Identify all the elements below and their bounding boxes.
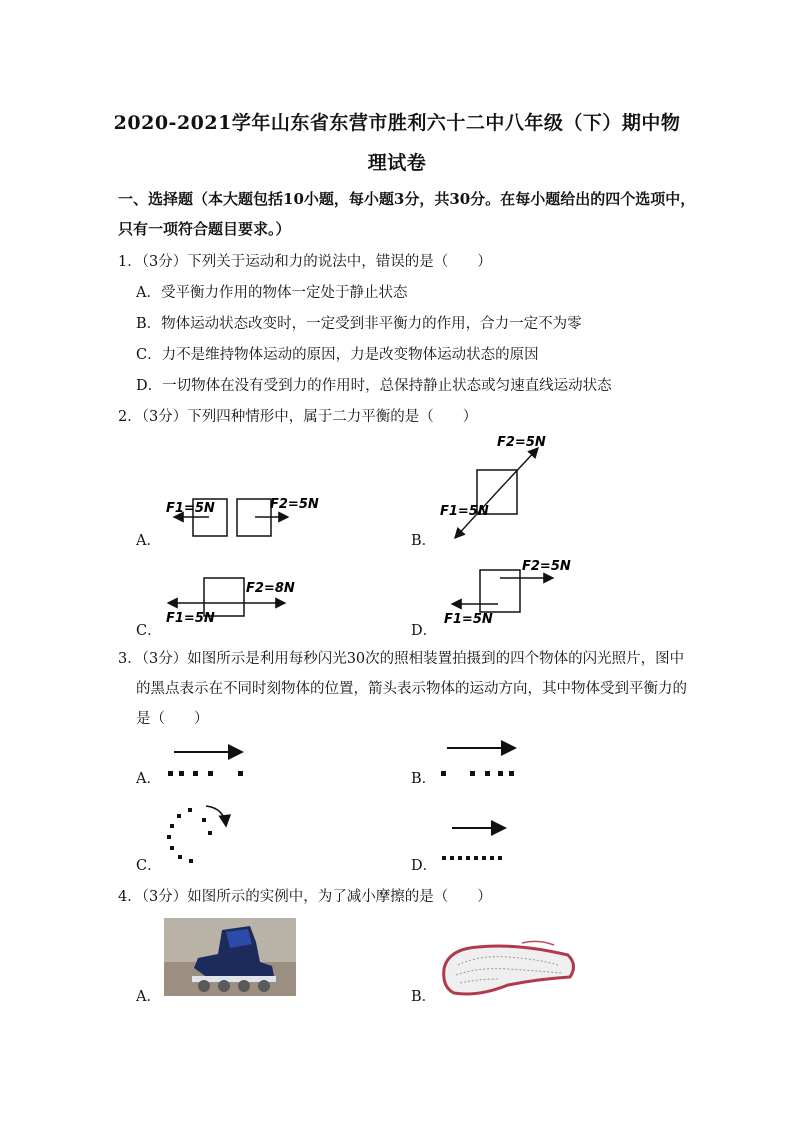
q3-stem-line-2: 的黑点表示在不同时刻物体的位置，箭头表示物体的运动方向，其中物体受到平衡力的 xyxy=(136,681,687,697)
title-line-1: 2020-2021学年山东省东营市胜利六十二中八年级（下）期中物 xyxy=(113,112,681,134)
force-label-f1: F1=5N xyxy=(440,504,489,519)
motion-arrow xyxy=(206,806,226,826)
force-label-f2: F2=5N xyxy=(497,435,546,450)
q2-figure-c xyxy=(162,570,302,630)
inline-skate-photo xyxy=(164,918,296,996)
force-label-f2: F2=5N xyxy=(522,559,571,574)
q3-label-c: C． xyxy=(136,858,162,874)
q4-stem: 4．（3分）如图所示的实例中，为了减小摩擦的是（ ） xyxy=(118,889,492,905)
q3-figure-d xyxy=(438,818,528,863)
force-label-f1: F1=5N xyxy=(444,612,493,627)
q1-option-c: C．力不是维持物体运动的原因，力是改变物体运动状态的原因 xyxy=(136,347,539,363)
flash-dots xyxy=(168,771,243,776)
q2-figure-d xyxy=(440,558,570,628)
q3-figure-c xyxy=(160,800,240,870)
q2-label-b: B． xyxy=(411,533,437,549)
q3-label-a: A． xyxy=(136,771,161,787)
q2-label-d: D． xyxy=(411,623,438,639)
force-label-f2: F2=8N xyxy=(246,581,295,596)
force-label-f1: F1=5N xyxy=(166,611,215,626)
q1-stem: 1．（3分）下列关于运动和力的说法中，错误的是（ ） xyxy=(118,254,492,270)
q1-option-b: B．物体运动状态改变时，一定受到非平衡力的作用，合力一定不为零 xyxy=(136,316,582,332)
force-label-f1: F1=5N xyxy=(166,501,215,516)
q2-label-c: C． xyxy=(136,623,162,639)
q3-figure-a xyxy=(160,742,260,782)
force-label-f2: F2=5N xyxy=(270,497,319,512)
block xyxy=(480,570,520,612)
q1-option-d: D．一切物体在没有受到力的作用时，总保持静止状态或匀速直线运动状态 xyxy=(136,378,612,394)
q2-figure-b xyxy=(435,430,555,550)
q2-stem: 2．（3分）下列四种情形中，属于二力平衡的是（ ） xyxy=(118,409,478,425)
q3-stem-line-1: 3．（3分）如图所示是利用每秒闪光30次的照相装置拍摄到的四个物体的闪光照片，图中 xyxy=(118,651,685,667)
flash-dots xyxy=(441,771,514,776)
flash-dots xyxy=(167,808,212,863)
q4-label-a: A． xyxy=(136,989,161,1005)
q3-label-b: B． xyxy=(411,771,437,787)
section-heading-line-1: 一、选择题（本大题包括10小题，每小题3分，共30分。在每小题给出的四个选项中， xyxy=(118,190,696,208)
q3-label-d: D． xyxy=(411,858,438,874)
flash-dots xyxy=(442,856,502,860)
q2-figure-a xyxy=(160,490,319,550)
title-line-2: 理试卷 xyxy=(367,152,427,174)
q3-stem-line-3: 是（ ） xyxy=(136,711,209,727)
q2-label-a: A． xyxy=(136,533,161,549)
shoe-sole-photo xyxy=(438,935,578,1005)
section-heading-line-2: 只有一项符合题目要求。） xyxy=(118,220,291,238)
q4-label-b: B． xyxy=(411,989,437,1005)
q3-figure-b xyxy=(435,738,535,778)
q1-option-a: A．受平衡力作用的物体一定处于静止状态 xyxy=(136,285,408,301)
